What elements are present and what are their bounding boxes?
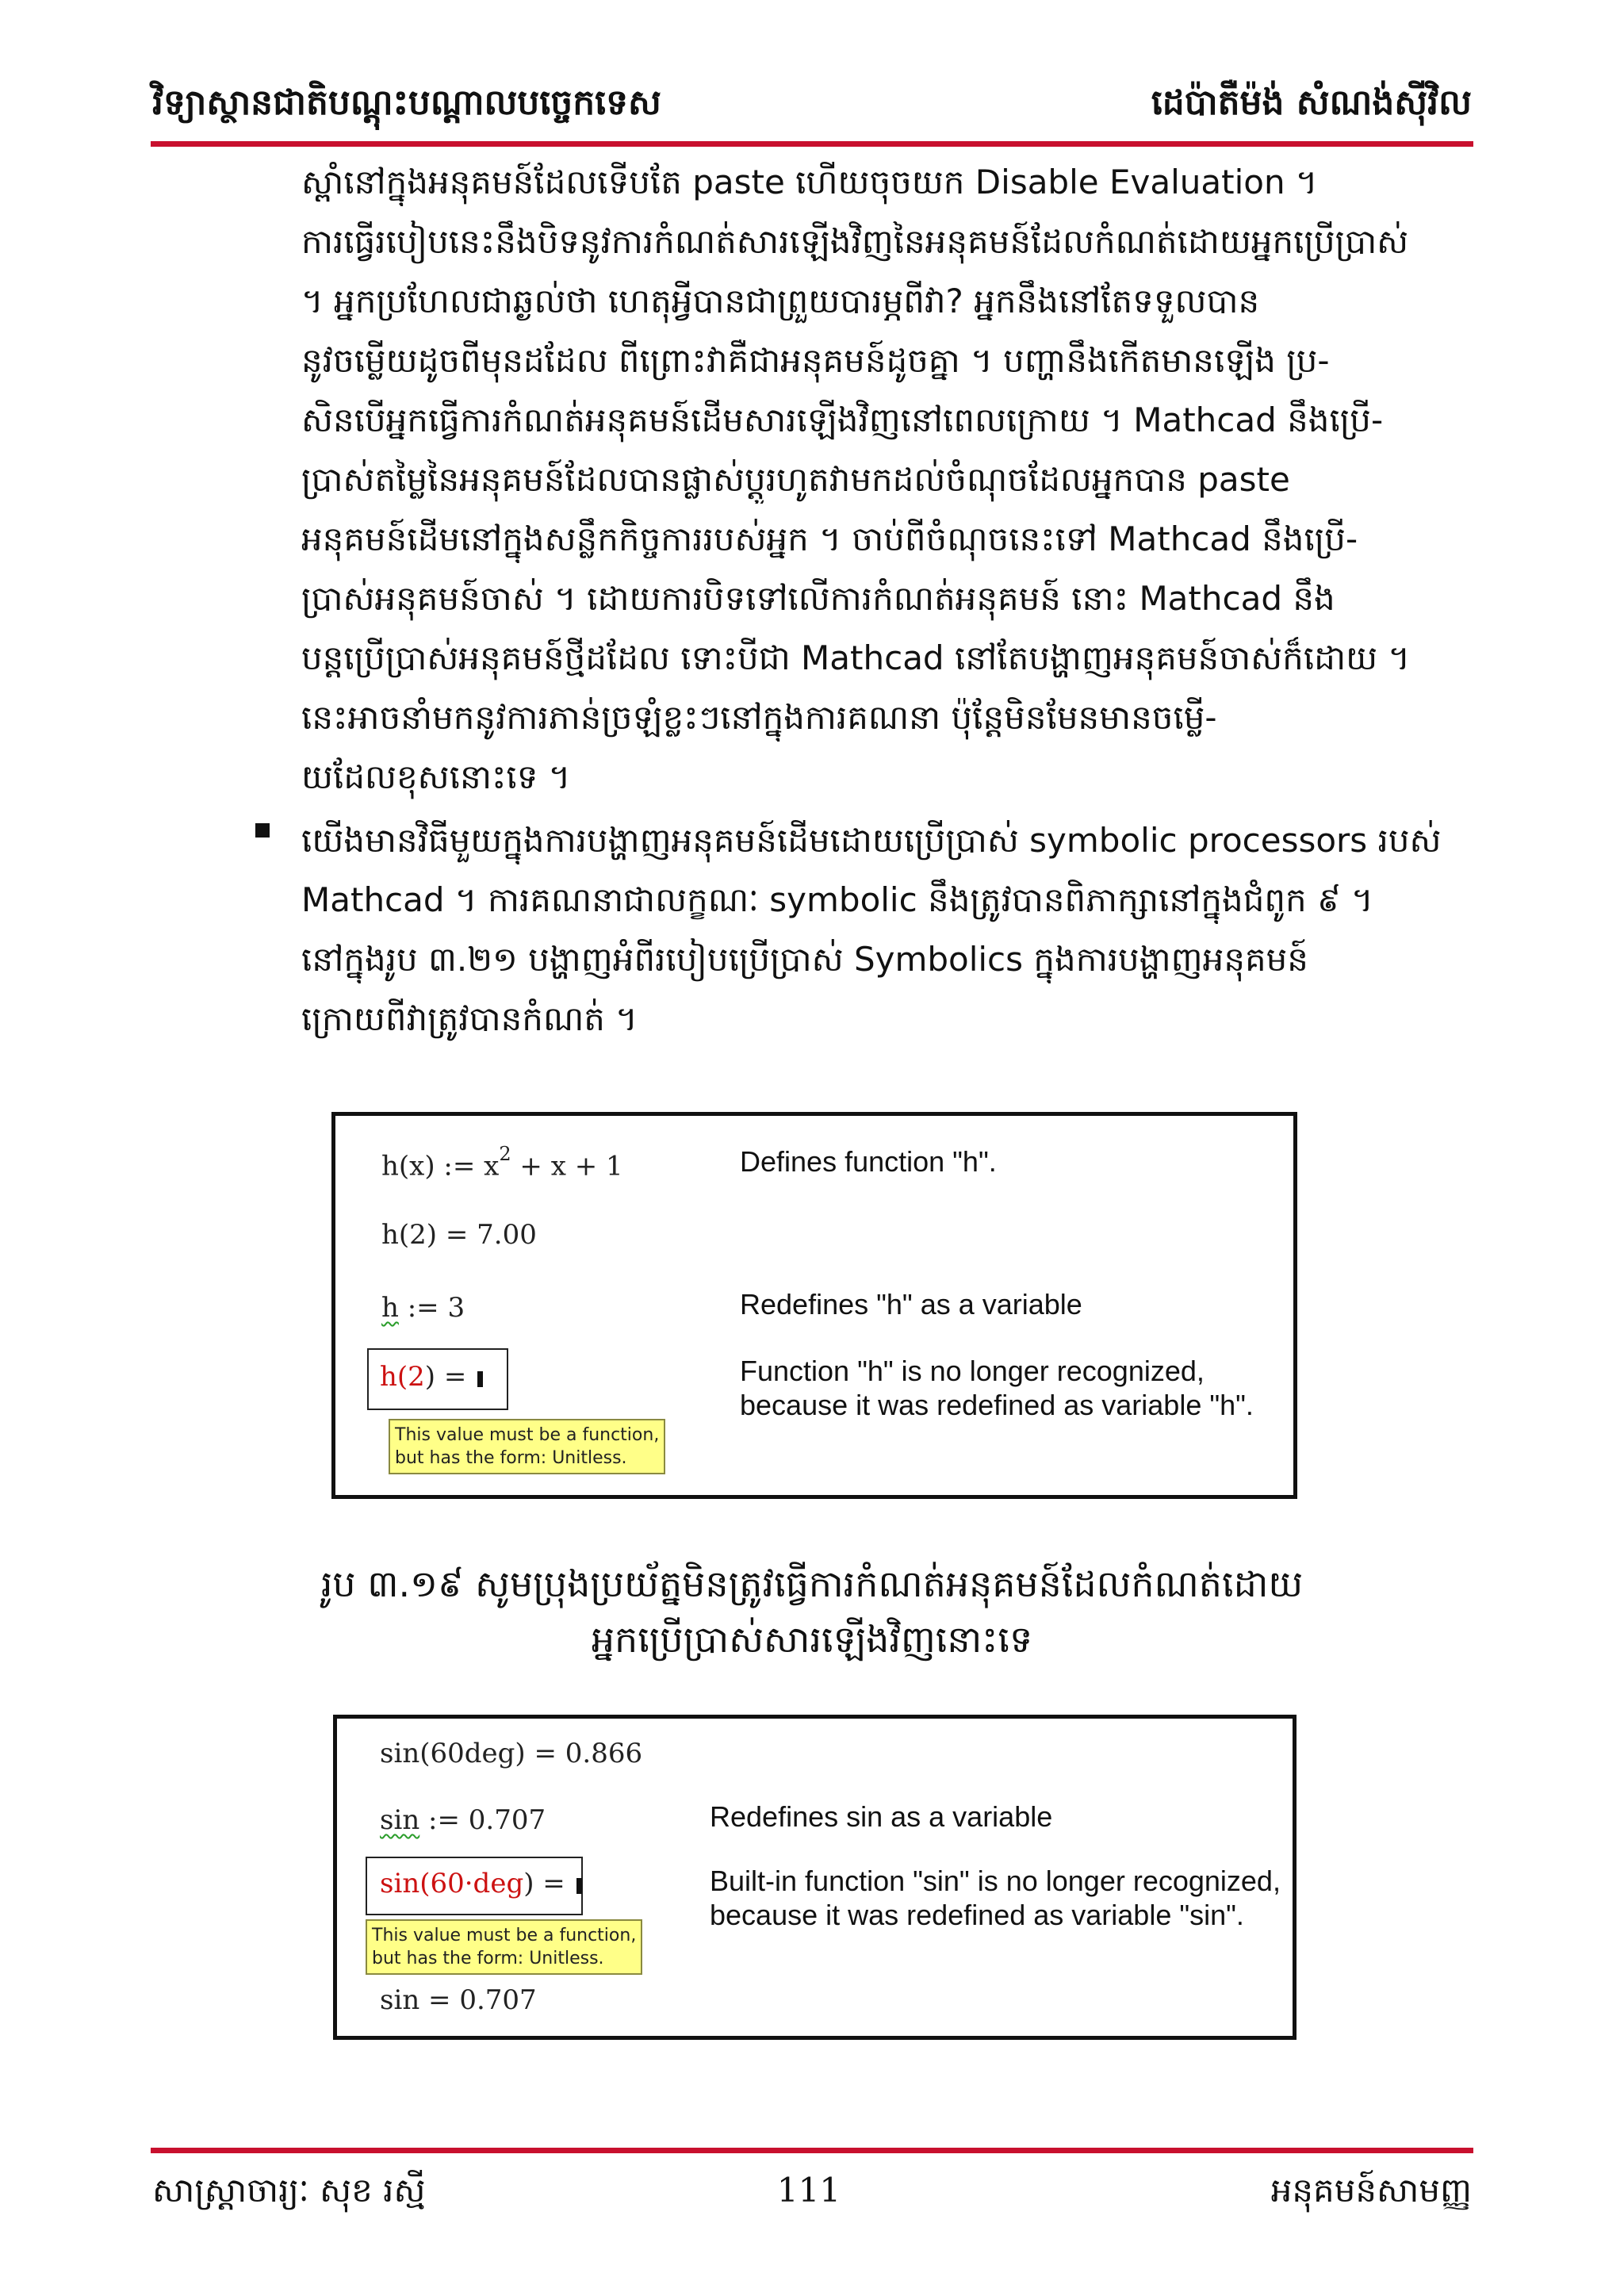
paragraph-line: នូវចម្លើយដូចពីមុនដដែល ពីព្រោះវាគឺជាអនុគមន៍ដូចគ្នា ។ បញ្ហានឹងកើតមានឡើង ប្រ-	[301, 341, 1330, 380]
paragraph-line: ការធ្វើរបៀបនេះនឹងបិទនូវការកំណត់សារឡើងវិញនៃអនុគមន៍ដែលកំណត់ដោយអ្នកប្រើប្រាស់	[301, 222, 1409, 261]
caption-line: រូប ៣.១៩ សូមប្រុងប្រយ័ត្នមិនត្រូវធ្វើការកំណត់អនុគមន៍ដែលកំណត់ដោយ	[320, 1562, 1304, 1605]
bullet-line: ក្រោយពីវាត្រូវបានកំណត់ ។	[301, 999, 638, 1038]
footer-topic: អនុគមន៍សាមញ្ញ	[1270, 2171, 1472, 2210]
error-expression-box[interactable]: sin(60·deg) =	[366, 1857, 583, 1915]
paragraph-line: សិនបើអ្នកធ្វើការកំណត់អនុគមន៍ដើមសារឡើងវិញនៅពេលក្រោយ ។ Mathcad នឹងប្រើ-	[301, 401, 1384, 439]
math-redefine-sin: sin := 0.707	[380, 1804, 546, 1836]
error-function-name: h(2	[380, 1361, 425, 1393]
math-redefine-h: h := 3	[381, 1292, 465, 1324]
bullet-icon	[255, 823, 270, 838]
paragraph-line: អនុគមន៍ដើមនៅក្នុងសន្លឹកកិច្ចការរបស់អ្នក ។ ចាប់ពីចំណុចនេះទៅ Mathcad នឹងប្រើ-	[301, 519, 1358, 558]
page-number: 111	[776, 2171, 841, 2210]
paragraph-line: ប្រាស់តម្លៃនៃអនុគមន៍ដែលបានផ្លាស់ប្តូរហូតវាមកដល់ចំណុចដែលអ្នកបាន paste	[301, 460, 1290, 499]
paragraph-line: បន្តប្រើប្រាស់អនុគមន៍ថ្មីដដែល ទោះបីជា Mathcad នៅតែបង្ហាញអនុគមន៍ចាស់ក៏ដោយ ។	[301, 638, 1411, 677]
math-sin-eval: sin(60deg) = 0.866	[380, 1738, 643, 1769]
bullet-line: នៅក្នុងរូប ៣.២១ បង្ហាញអំពីរបៀបប្រើប្រាស់ Symbolics ក្នុងការបង្ហាញអនុគមន៍	[301, 940, 1308, 979]
figure-function-redefinition	[331, 1112, 1297, 1499]
paragraph-line: ។ អ្នកប្រហែលជាឆ្ងល់ថា ហេតុអ្វីបានជាព្រួយបារម្ភពីវា? អ្នកនឹងនៅតែទទួលបាន	[301, 282, 1260, 320]
figure-builtin-redefinition	[333, 1715, 1297, 2040]
paragraph-line: ស្ពាំនៅក្នុងអនុគមន៍ដែលទើបតែ paste ហើយចុចយក Disable Evaluation ។	[301, 163, 1318, 201]
desc-defines-function: Defines function "h".	[740, 1145, 997, 1178]
text-cursor	[576, 1878, 582, 1894]
math-evaluate-h: h(2) = 7.00	[381, 1219, 537, 1251]
error-tooltip: This value must be a function, but has the form: Unitless.	[366, 1919, 642, 1975]
footer-rule	[151, 2148, 1473, 2153]
bullet-line: យើងមានវិធីមួយក្នុងការបង្ហាញអនុគមន៍ដើមដោយប្រើប្រាស់ symbolic processors របស់	[301, 821, 1442, 860]
math-exponent: 2	[499, 1143, 511, 1165]
figure-caption	[159, 1556, 1465, 1667]
footer-author: សាស្ត្រាចារ្យៈ សុខ រស្មី	[152, 2171, 426, 2210]
desc-builtin-no-longer-recognized: Built-in function "sin" is no longer recognized, because it was redefined as variable "sin".	[710, 1865, 1281, 1931]
desc-redefines-sin: Redefines sin as a variable	[710, 1800, 1053, 1833]
bullet-line: Mathcad ។ ការគណនាជាលក្ខណៈ symbolic នឹងត្រូវបានពិភាក្សានៅក្នុងជំពូក ៩ ។	[301, 880, 1373, 919]
math-sin-value: sin = 0.707	[380, 1984, 537, 2016]
paragraph-line: យដែលខុសនោះទេ ។	[301, 757, 571, 796]
paragraph-line: នេះអាចនាំមកនូវការភាន់ច្រឡំខ្លះៗនៅក្នុងការគណនា ប៉ុន្តែមិនមែនមានចម្លើ-	[301, 698, 1217, 737]
math-define-h: h(x) := $x^2 + x + 1$	[381, 1143, 623, 1182]
error-expression-box[interactable]: h(2) =	[367, 1348, 508, 1410]
header-rule	[151, 141, 1473, 147]
error-tooltip: This value must be a function, but has the form: Unitless.	[389, 1419, 665, 1474]
desc-redefines-variable: Redefines "h" as a variable	[740, 1288, 1082, 1320]
header-department-title: ដេប៉ាតឺម៉ង់ សំណង់ស៊ីវិល	[1151, 82, 1472, 123]
paragraph-line: ប្រាស់អនុគមន៍ចាស់ ។ ដោយការបិទទៅលើការកំណត់អនុគមន៍ នោះ Mathcad នឹង	[301, 579, 1335, 618]
text-cursor	[477, 1371, 483, 1387]
error-function-name: sin(60·deg	[380, 1868, 524, 1899]
caption-line: អ្នកប្រើប្រាស់សារឡើងវិញនោះទេ	[591, 1618, 1033, 1661]
header-institute-title: វិទ្យាស្ថានជាតិបណ្តុះបណ្តាលបច្ចេកទេស	[152, 82, 661, 123]
desc-no-longer-recognized: Function "h" is no longer recognized, because it was redefined as variable "h".	[740, 1355, 1254, 1421]
